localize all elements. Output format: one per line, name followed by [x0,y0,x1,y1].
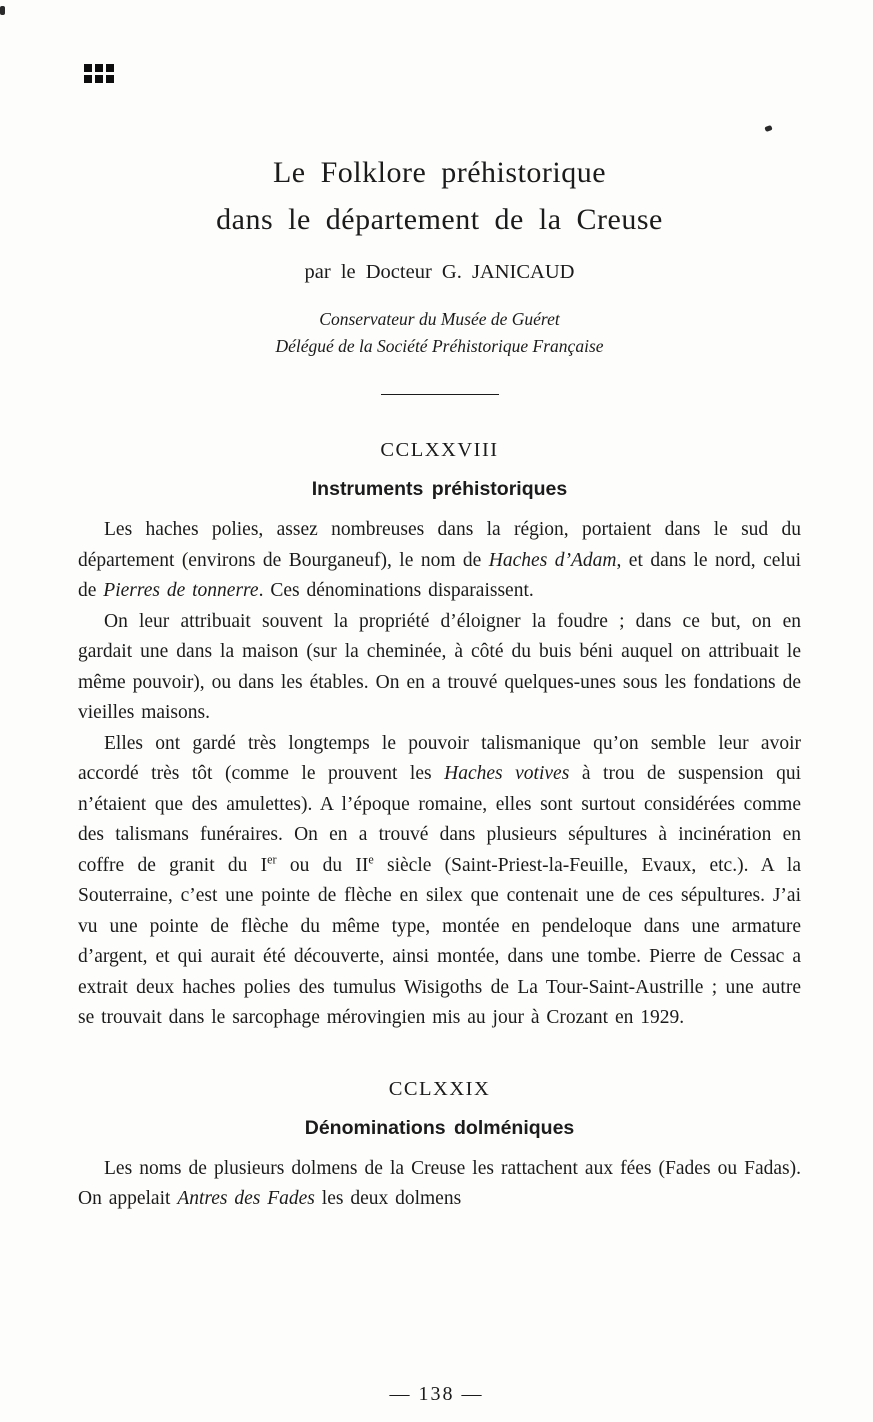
title-line-1: Le Folklore préhistorique [272,156,607,189]
author-affiliation [78,306,801,360]
grid-dots-icon [84,64,114,83]
affiliation-line-2: Délégué de la Société Préhistorique Française [275,336,604,357]
paragraph: Elles ont gardé très longtemps le pouvoir talismanique qu’on semble leur avoir accordé très tôt (comme le prouvent les Haches votives à trou de suspension qui n’étaient que des amulettes). A l’époque romaine, elles sont surtout considérées comme des talismans funéraires. On en a trouvé dans plusieurs sépultures à incinération en coffre de granit du Ier ou du IIe siècle (Saint-Priest-la-Feuille, Evaux, etc.). A la Souterraine, c’est une pointe de flèche en silex que contenait une de ces sépultures. J’ai vu une pointe de flèche du même type, montée en pendeloque dans une armature d’argent, et qui aurait été découverte, ainsi montée, dans une tombe. Pierre de Cessac a extrait deux haches polies des tumulus Wisigoths de La Tour-Saint-Austrille ; une autre se trouvait dans le sarcophage mérovingien mis au jour à Crozant en 1929. [78,732,802,1029]
section-cclxxix [78,1078,801,1215]
section-body [78,515,801,1034]
section-title: Instruments préhistoriques [311,478,568,501]
author-byline: par le Docteur G. JANICAUD [304,261,575,283]
section-number: CCLXXIX [388,1077,491,1100]
scan-artifact [764,125,772,132]
section-body [78,1154,801,1215]
paragraph: On leur attribuait souvent la propriété d’éloigner la foudre ; dans ce but, on en gardait une dans la maison (sur la cheminée, à côté du buis béni auquel on attribuait le même pouvoir), ou dans les étables. On en a trouvé quelques-unes sous les fondations de vieilles maisons. [78,610,801,724]
section-title: Dénominations dolméniques [304,1116,575,1139]
section-cclxxviii [78,439,801,1034]
document-title [78,150,801,243]
section-number: CCLXXVIII [380,439,499,462]
affiliation-line-1: Conservateur du Musée de Guéret [319,309,560,329]
page-content [78,150,801,1215]
separator-rule [381,394,499,395]
title-line-2: dans le département de la Creuse [216,202,663,236]
paragraph: Les haches polies, assez nombreuses dans la région, portaient dans le sud du département (environs de Bourganeuf), le nom de Haches d’Adam, et dans le nord, celui de Pierres de tonnerre. Ces dénominations disparaissent. [78,519,802,602]
page-number: — 138 — [389,1383,484,1405]
scan-artifact [0,6,5,15]
paragraph: Les noms de plusieurs dolmens de la Creuse les rattachent aux fées (Fades ou Fadas). On appelait Antres des Fades les deux dolmens [78,1157,801,1210]
